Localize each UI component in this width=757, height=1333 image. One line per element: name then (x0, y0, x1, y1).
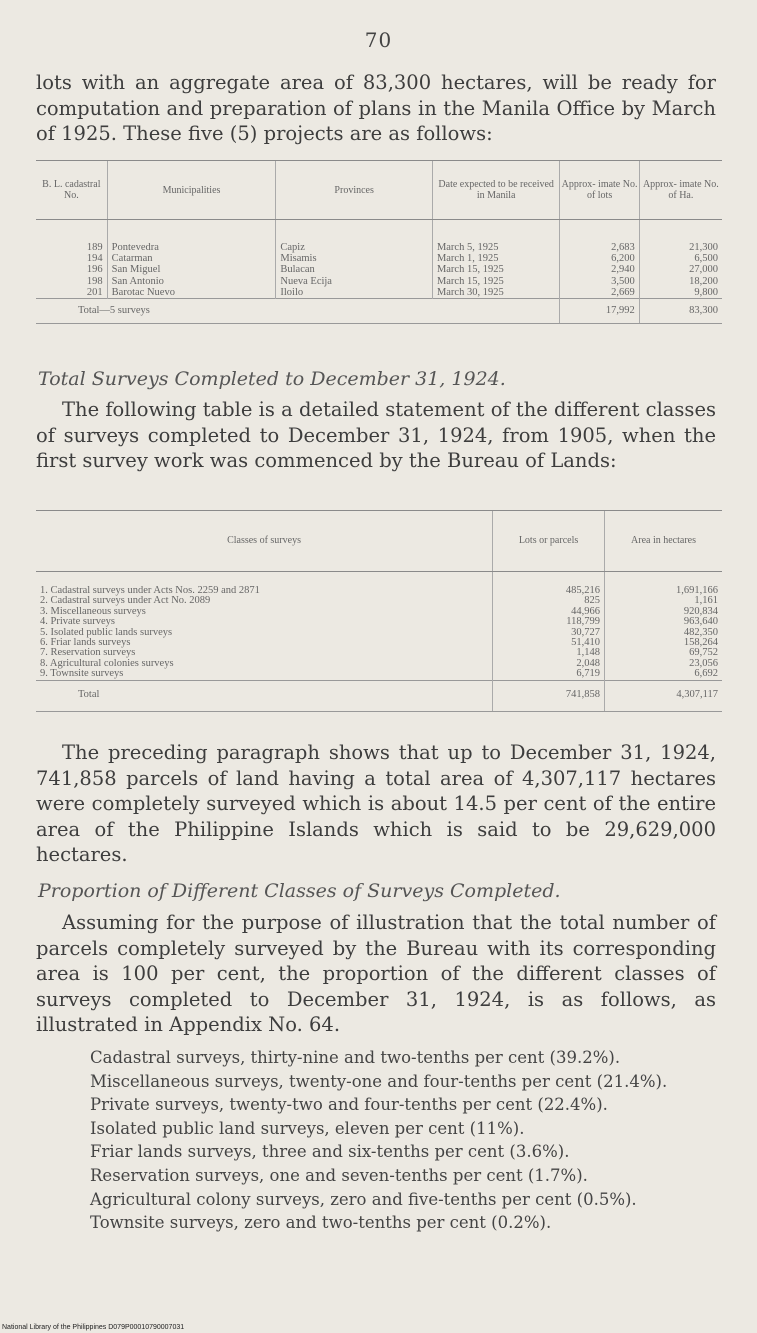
date-expected: March 30, 1925 (432, 287, 559, 299)
table-row (36, 638, 722, 648)
approx-ha: 27,000 (639, 264, 722, 275)
approx-ha: 18,200 (639, 276, 722, 287)
province: Bulacan (276, 264, 433, 275)
table-row (36, 607, 722, 617)
lots: 1,148 (493, 648, 605, 658)
col-header-cadastral-no: B. L. cadastral No. (36, 161, 107, 220)
surveys-table (36, 510, 722, 712)
list-item: Agricultural colony surveys, zero and five-tenths per cent (0.5%). (90, 1189, 637, 1209)
table-total-row (36, 680, 722, 711)
province: Capiz (276, 242, 433, 253)
province: Nueva Ecija (276, 276, 433, 287)
survey-class: 8. Agricultural colonies surveys (40, 657, 174, 669)
col-header-area-hectares: Area in hectares (605, 511, 723, 572)
list-item: Reservation surveys, one and seven-tenths per cent (1.7%). (90, 1165, 588, 1185)
col-header-approx-ha: Approx- imate No. of Ha. (639, 161, 722, 220)
survey-class: 1. Cadastral surveys under Acts Nos. 2259 and 2871 (40, 585, 260, 596)
col-header-approx-lots: Approx- imate No. of lots (560, 161, 639, 220)
table-row (36, 669, 722, 680)
list-item: Private surveys, twenty-two and four-tenths per cent (22.4%). (90, 1095, 608, 1115)
cadastral-no: 196 (86, 264, 103, 276)
survey-class: 4. Private surveys (40, 616, 115, 628)
approx-lots: 2,940 (560, 264, 639, 275)
approx-lots: 2,683 (560, 242, 639, 253)
list-item: Cadastral surveys, thirty-nine and two-tenths per cent (39.2%). (90, 1048, 621, 1067)
province: Misamis (276, 253, 433, 264)
table-row (36, 253, 722, 264)
approx-ha: 21,300 (639, 242, 722, 253)
total-area: 4,307,117 (605, 680, 723, 711)
survey-class: 2. Cadastral surveys under Act No. 2089 (40, 595, 211, 607)
area: 920,834 (605, 607, 723, 617)
date-expected: March 15, 1925 (432, 276, 559, 287)
survey-class: 7. Reservation surveys (40, 647, 136, 659)
table-row (36, 628, 722, 638)
col-header-date-expected: Date expected to be received in Manila (432, 161, 559, 220)
list-item: Isolated public land surveys, eleven per cent (11%). (90, 1118, 525, 1138)
archive-footer: National Library of the Philippines D079P00010790007031 (2, 1324, 185, 1331)
lots: 485,216 (493, 586, 605, 596)
projects-table (36, 160, 722, 324)
survey-class: 9. Townsite surveys (40, 668, 124, 680)
table-row (36, 276, 722, 287)
municipality: Pontevedra (107, 242, 276, 253)
total-lots: 17,992 (560, 299, 639, 324)
area: 482,350 (605, 628, 723, 638)
list-item: Miscellaneous surveys, twenty-one and four-tenths per cent (21.4%). (90, 1071, 668, 1091)
surveys-table-header (36, 511, 722, 572)
cadastral-no: 189 (86, 242, 103, 253)
section-heading-total-surveys: Total Surveys Completed to December 31, 1924. (38, 368, 506, 390)
list-item: Townsite surveys, zero and two-tenths per cent (0.2%). (90, 1213, 552, 1233)
summary-paragraph: The preceding paragraph shows that up to December 31, 1924, 741,858 parcels of land having a total area of 4,307,117 hectares were completely surveyed which is about 14.5 per cent of the entire area of the Philippine Islands which is said to be 29,629,000 hectares. (36, 741, 716, 866)
col-header-provinces: Provinces (276, 161, 433, 220)
survey-class: 6. Friar lands surveys (40, 637, 131, 649)
approx-lots: 3,500 (560, 276, 639, 287)
municipality: Barotac Nuevo (107, 287, 276, 299)
total-label: Total—5 surveys (36, 299, 560, 324)
table-row (36, 287, 722, 299)
surveys-intro-paragraph: The following table is a detailed statement of the different classes of surveys completed to December 31, 1924, from 1905, when the first survey work was commenced by the Bureau of Lands: (36, 398, 716, 472)
cadastral-no: 194 (86, 253, 103, 265)
table-row (36, 242, 722, 253)
total-ha: 83,300 (639, 299, 722, 324)
total-lots: 741,858 (493, 680, 605, 711)
date-expected: March 5, 1925 (432, 242, 559, 253)
projects-table-header (36, 161, 722, 220)
approx-lots: 6,200 (560, 253, 639, 264)
lots: 118,799 (493, 617, 605, 627)
survey-class: 3. Miscellaneous surveys (40, 605, 146, 617)
lots: 44,966 (493, 607, 605, 617)
table-row (36, 659, 722, 669)
intro-paragraph: lots with an aggregate area of 83,300 hectares, will be ready for computation and preparation of plans in the Manila Office by March of 1925. These five (5) projects are as follows: (36, 71, 716, 145)
proportion-paragraph: Assuming for the purpose of illustration that the total number of parcels completely surveyed by the Bureau with its corresponding area is 100 per cent, the proportion of the different classes of surveys completed to December 31, 1924, is as follows, as illustrated in Appendix No. 64. (36, 911, 716, 1036)
survey-class: 5. Isolated public lands surveys (40, 626, 173, 638)
area: 6,692 (605, 669, 723, 680)
province: Iloilo (276, 287, 433, 299)
list-item: Friar lands surveys, three and six-tenths per cent (3.6%). (90, 1142, 570, 1162)
approx-ha: 6,500 (639, 253, 722, 264)
cadastral-no: 198 (86, 275, 103, 287)
total-label: Total (36, 680, 493, 711)
municipality: San Antonio (107, 276, 276, 287)
table-total-row (36, 299, 722, 324)
col-header-municipalities: Municipalities (107, 161, 276, 220)
lots: 825 (493, 596, 605, 606)
approx-ha: 9,800 (639, 287, 722, 299)
area: 963,640 (605, 617, 723, 627)
municipality: Catarman (107, 253, 276, 264)
area: 1,691,166 (605, 586, 723, 596)
lots: 6,719 (493, 669, 605, 680)
lots: 30,727 (493, 628, 605, 638)
lots: 51,410 (493, 638, 605, 648)
cadastral-no: 201 (86, 286, 103, 298)
col-header-lots-parcels: Lots or parcels (493, 511, 605, 572)
date-expected: March 1, 1925 (432, 253, 559, 264)
municipality: San Miguel (107, 264, 276, 275)
date-expected: March 15, 1925 (432, 264, 559, 275)
section-heading-proportion: Proportion of Different Classes of Surveys Completed. (38, 880, 561, 902)
approx-lots: 2,669 (560, 287, 639, 299)
page-number: 70 (364, 28, 393, 52)
area: 23,056 (605, 659, 723, 669)
area: 69,752 (605, 648, 723, 658)
area: 1,161 (605, 596, 723, 606)
lots: 2,048 (493, 659, 605, 669)
col-header-classes: Classes of surveys (36, 511, 493, 572)
area: 158,264 (605, 638, 723, 648)
proportion-list (90, 1046, 730, 1235)
table-row (36, 264, 722, 275)
